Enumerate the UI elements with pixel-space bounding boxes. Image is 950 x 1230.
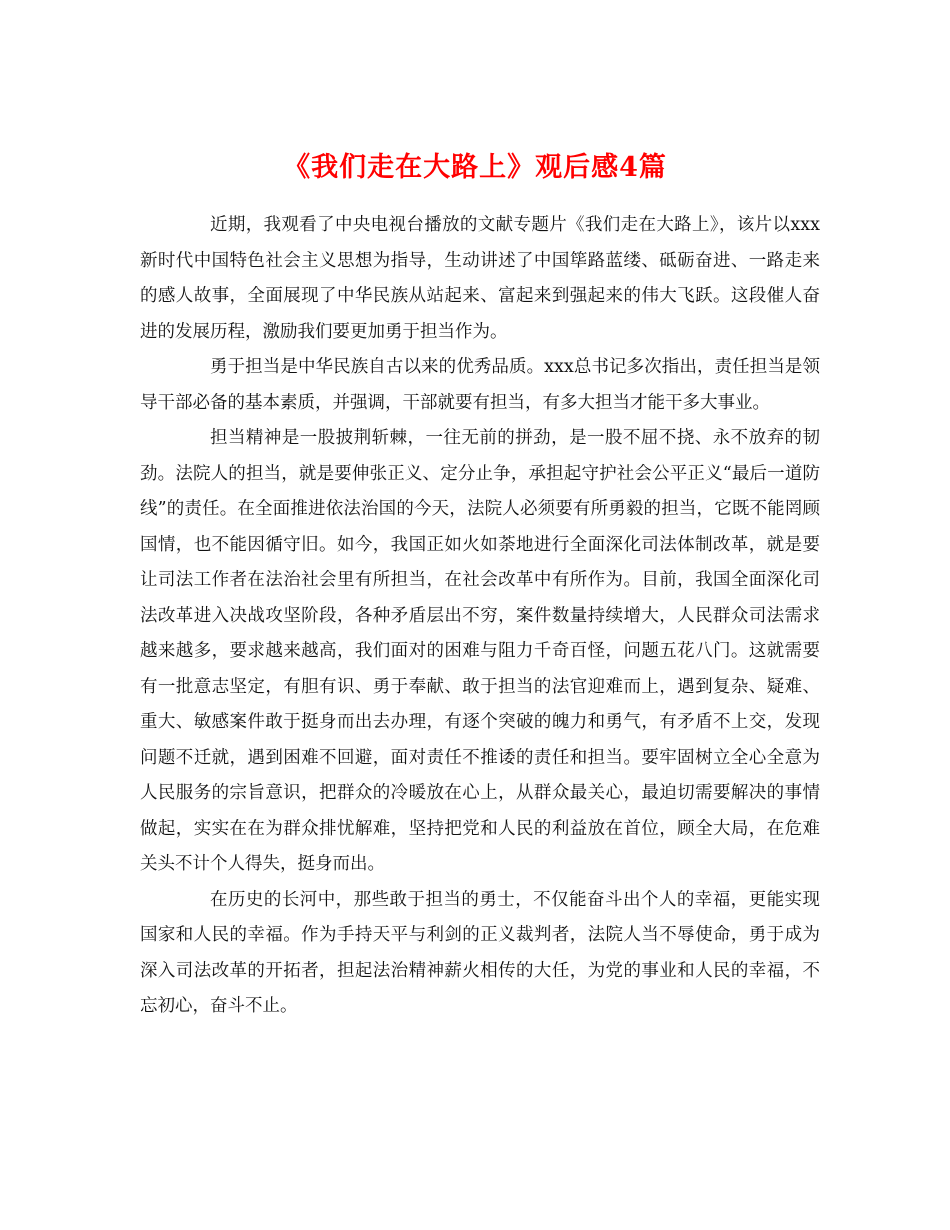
paragraph-1: 近期，我观看了中央电视台播放的文献专题片《我们走在大路上》，该片以xxx新时代中国特色社会主义思想为指导，生动讲述了中国筚路蓝缕、砥砺奋进、一路走来的感人故事，全面展现了中华民族从站起来、富起来到强起来的伟大飞跃。这段催人奋进的发展历程，激励我们要更加勇于担当作为。 — [140, 215, 820, 342]
paragraph-3: 担当精神是一股披荆斩棘，一往无前的拼劲，是一股不屈不挠、永不放弃的韧劲。法院人的担当，就是要伸张正义、定分止争，承担起守护社会公平正义“最后一道防线”的责任。在全面推进依法治国的今天，法院人必须要有所勇毅的担当，它既不能罔顾国情，也不能因循守旧。如今，我国正如火如荼地进行全面深化司法体制改革，就是要让司法工作者在法治社会里有所担当，在社会改革中有所作为。目前，我国全面深化司法改革进入决战攻坚阶段，各种矛盾层出不穷，案件数量持续增大，人民群众司法需求越来越多，要求越来越高，我们面对的困难与阻力千奇百怪，问题五花八门。这就需要有一批意志坚定，有胆有识、勇于奉献、敢于担当的法官迎难而上，遇到复杂、疑难、重大、敏感案件敢于挺身而出去办理，有逐个突破的魄力和勇气，有矛盾不上交，发现问题不迁就，遇到困难不回避，面对责任不推诿的责任和担当。要牢固树立全心全意为人民服务的宗旨意识，把群众的冷暖放在心上，从群众最关心，最迫切需要解决的事情做起，实实在在为群众排忧解难，坚持把党和人民的利益放在首位，顾全大局，在危难关头不计个人得失，挺身而出。 — [140, 428, 820, 874]
document-body — [140, 208, 820, 1025]
paragraph-2: 勇于担当是中华民族自古以来的优秀品质。xxx总书记多次指出，责任担当是领导干部必备的基本素质，并强调，干部就要有担当，有多大担当才能干多大事业。 — [140, 357, 820, 413]
paragraph-4: 在历史的长河中，那些敢于担当的勇士，不仅能奋斗出个人的幸福，更能实现国家和人民的幸福。作为手持天平与利剑的正义裁判者，法院人当不辱使命，勇于成为深入司法改革的开拓者，担起法治精神薪火相传的大任，为党的事业和人民的幸福，不忘初心，奋斗不止。 — [140, 889, 820, 1016]
document-title: 《我们走在大路上》观后感4篇 — [283, 152, 667, 184]
